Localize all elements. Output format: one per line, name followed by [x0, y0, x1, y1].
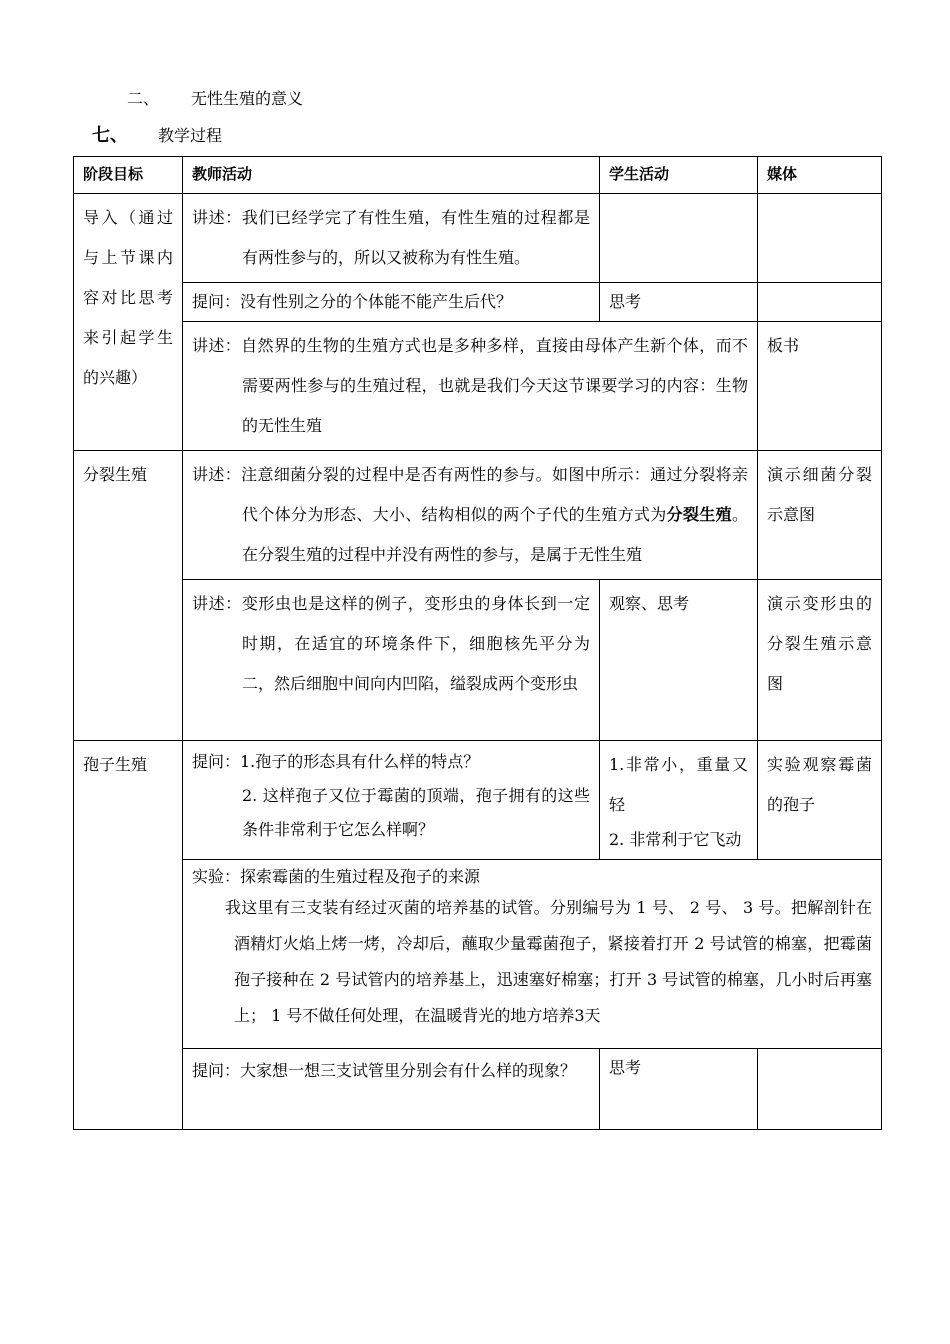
- media-text: 板书: [758, 322, 882, 451]
- student-answer-2: 2. 非常利于它飞动: [609, 830, 742, 849]
- teacher-activity-text: 讲述：自然界的生物的生殖方式也是多种多样，直接由母体产生新个体，而不需要两性参与的生殖过程，也就是我们今天这节课要学习的内容：生物的无性生殖: [192, 336, 748, 435]
- teacher-activity-text: 讲述：我们已经学完了有性生殖，有性生殖的过程都是有两性参与的，所以又被称为有性生殖。: [192, 208, 590, 267]
- section-two-title: 无性生殖的意义: [191, 89, 304, 108]
- section-seven-title: 教学过程: [158, 126, 223, 145]
- student-activity-text: 观察、思考: [600, 580, 758, 741]
- media-cell: [758, 283, 882, 322]
- teacher-question-2: 2. 这样孢子又位于霉菌的顶端，孢子拥有的这些条件非常利于它怎么样啊？: [242, 786, 590, 839]
- table-row: [74, 860, 882, 1049]
- teaching-process-table: [73, 156, 882, 1130]
- section-seven-number: 七、: [92, 125, 128, 146]
- table-header-row: [74, 157, 882, 194]
- table-row: [74, 580, 882, 741]
- table-row: [74, 283, 882, 322]
- media-text: 实验观察霉菌的孢子: [758, 741, 882, 860]
- teacher-question-1: 提问：1.孢子的形态具有什么样的特点？: [192, 752, 480, 771]
- fission-term: 分裂生殖: [666, 505, 732, 524]
- teacher-activity-text: 提问：没有性别之分的个体能不能产生后代？: [192, 292, 513, 311]
- teacher-activity-text: [192, 455, 748, 575]
- media-cell: [758, 1049, 882, 1130]
- teacher-activity-text: 提问：大家想一想三支试管里分别会有什么样的现象？: [192, 1061, 577, 1080]
- fission-text-b: 。在分裂生殖的过程中并没有两性的参与，是属于无性生殖: [242, 505, 748, 564]
- student-answer-1: 1.非常小，重量又轻: [609, 755, 748, 814]
- table-row: [74, 194, 882, 283]
- header-stage-goal: 阶段目标: [74, 157, 183, 194]
- table-row: [74, 322, 882, 451]
- stage-fission: 分裂生殖: [74, 451, 183, 741]
- table-row: [74, 741, 882, 860]
- media-cell: [758, 194, 882, 283]
- header-student-activity: 学生活动: [600, 157, 758, 194]
- experiment-title: 实验：探索霉菌的生殖过程及孢子的来源: [192, 867, 481, 886]
- student-activity-text: 思考: [600, 283, 758, 322]
- section-seven-heading: [92, 121, 222, 147]
- student-activity-text: 思考: [600, 1049, 758, 1130]
- stage-intro: 导入（通过与上节课内容对比思考来引起学生的兴趣）: [74, 194, 183, 451]
- media-text: 演示变形虫的分裂生殖示意图: [758, 580, 882, 741]
- header-media: 媒体: [758, 157, 882, 194]
- media-text: 演示细菌分裂示意图: [758, 451, 882, 580]
- section-two-heading: [127, 86, 303, 109]
- teacher-activity-text: 讲述：变形虫也是这样的例子，变形虫的身体长到一定时期，在适宜的环境条件下，细胞核先平分为二，然后细胞中间向内凹陷，缢裂成两个变形虫: [192, 594, 590, 693]
- experiment-body: 我这里有三支装有经过灭菌的培养基的试管。分别编号为 1 号、 2 号、 3 号。把解剖针在酒精灯火焰上烤一烤，冷却后，蘸取少量霉菌孢子，紧接着打开 2 号试管的棉塞，把霉菌孢子接种在 2 号试管内的培养基上，迅速塞好棉塞；打开 3 号试管的棉塞，几小时后再塞上； 1 号不做任何处理，在温暖背光的地方培养3天: [225, 898, 872, 1025]
- section-two-number: 二、: [127, 89, 160, 108]
- table-row: [74, 451, 882, 580]
- header-teacher-activity: 教师活动: [183, 157, 600, 194]
- student-activity-cell: [600, 194, 758, 283]
- stage-spore: 孢子生殖: [74, 741, 183, 1130]
- fission-text-a: 讲述：注意细菌分裂的过程中是否有两性的参与。如图中所示：通过分裂将亲代个体分为形态、大小、结构相似的两个子代的生殖方式为: [192, 465, 748, 524]
- table-row: [74, 1049, 882, 1130]
